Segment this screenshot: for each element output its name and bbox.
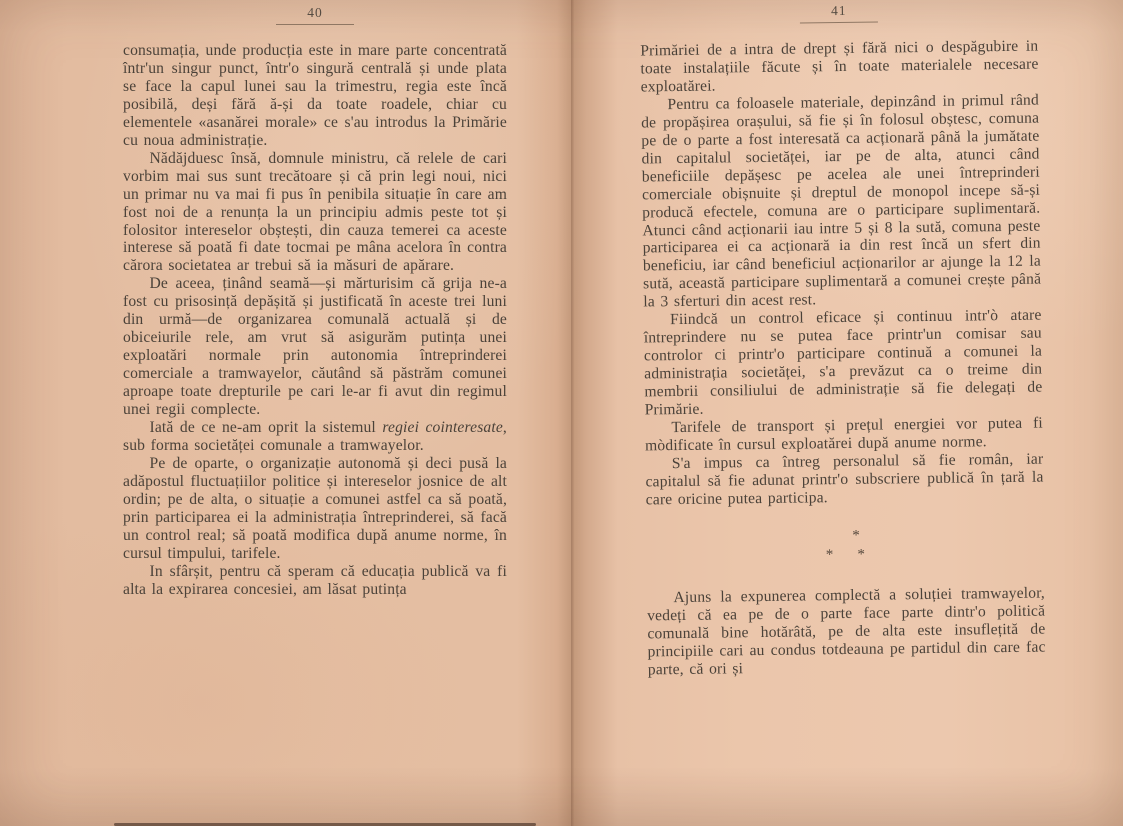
page-41 — [640, 2, 1046, 679]
paragraph-primariei: Primăriei de a intra de drept și fără nici o despăgubire in toate instalațiile făcute și în toate materialele necesare exploatărei. — [640, 37, 1039, 96]
paragraph-regiei-post: , sub forma societăței comunale a tramwayelor. — [123, 419, 507, 454]
asterisk-top: * — [852, 527, 861, 544]
page-40-text — [123, 42, 507, 599]
asterisk-bottom-right: * — [857, 546, 866, 563]
paragraph-consumatia: consumația, unde producția este in mare parte concentrată într'un singur punct, într'o singură centrală și unde plata se face la capul lunei sau la trimestru, regia este încă posibilă, deși fără ă-și da toate roadele, chiar cu elementele «asanărei morale» ce s'au introdus la Primărie cu noua administrație. — [123, 42, 507, 149]
paragraph-nadajduesc: Nădăjduesc însă, domnule ministru, că relele de cari vorbim mai sus sunt trecătoare și că prin legi noui, nici un primar nu va mai fi pus în penibila situație în care am fost noi de a renunța la un principiu admis peste tot și folositor intereselor obștești, din cauza temerei ca aceste interese să poată fi date tocmai pe mâna acelora în contra cărora societatea ar trebui să ia măsuri de apărare. — [123, 149, 507, 275]
paragraph-sa-impus: S'a impus ca întreg personalul să fie român, iar capitalul să fie adunat printr'o subscriere publică în țară la care oricine putea participa. — [645, 450, 1044, 509]
gutter-crease — [571, 0, 574, 826]
paragraph-tarifele: Tarifele de transport și prețul energiei vor putea fi mòdificate în cursul exploatărei după anume norme. — [644, 414, 1043, 455]
page-40-header — [123, 6, 507, 25]
asterisk-row — [646, 547, 1044, 563]
paragraph-pentru-ca-foloasele: Pentru ca foloasele materiale, depinzând in primul rând de propășirea orașului, să fie și în folosul obștesc, comuna pe de o parte a fost interesată ca acționară până la jumătate din capitalul societăței, iar pe de alta, atunci când beneficiile depășesc pe acelea ale unei întreprinderi comerciale obișnuite și dreptul de monopol incepe să-și producă efectele, comuna are o participare suplimentară. Atunci când acționarii iau intre 5 și 8 la sută, comuna peste participarea ei ca acționară ia din rest încă un sfert din beneficiu, iar când beneficiul acționarilor ar ajunge la 12 la sută, această participare suplimentară a comunei crește până la 3 sferturi din acest rest. — [641, 91, 1042, 311]
page-number-left: 40 — [307, 5, 323, 20]
paragraph-fiindca: Fiindcă un control eficace și continuu intr'ò atare întreprindere nu se putea face printr'un comisar sau controlor ci printr'o participare continuă a comunei la administrația societăței, s'a prevăzut ca o treime din membrii consiliului de administrație să fie delegați de Primărie. — [643, 306, 1043, 419]
page-number-rule-left — [276, 24, 354, 25]
section-divider — [646, 528, 1044, 563]
page-40 — [123, 6, 507, 599]
paragraph-de-aceea: De aceea, ținând seamă—și mărturisim că grija ne-a fost cu prisosință depășită și justificată în aceste trei luni din urmă—de organizarea comunală actuală și de obiceiurile rele, am vrut să asigurăm putința unei exploatări normale prin autonomia întreprinderei comerciale a tramwayelor, căutând să păstrăm comunei aproape toate drepturile pe cari le-ar fi avut din regimul unei regii complecte. — [123, 275, 507, 419]
page-number-right: 41 — [830, 2, 847, 19]
paragraph-regiei-pre: Iată de ce ne-am oprit la sistemul — [149, 419, 383, 437]
paragraph-pe-de-oparte: Pe de oparte, o organizație autonomă și deci pusă la adăpostul fluctuațiilor politice și intereselor josnice de alt ordin; pe de alta, o situație a comunei astfel ca să poată, prin participarea ei la administrația întreprinderei, să facă un control real; să poată modifica după anume norme, în cursul timpului, tarifele. — [123, 454, 507, 562]
page-41-header — [640, 2, 1038, 26]
asterisk-bottom-left: * — [825, 546, 834, 563]
paragraph-in-sfarsit: In sfârșit, pentru că speram că educația publică va fi alta la expirarea concesiei, am lăsat putința — [123, 562, 507, 598]
page-41-text — [640, 38, 1046, 679]
paragraph-ajuns: Ajuns la expunerea complectă a soluției tramwayelor, vedeți că ea pe de o parte face parte dintr'o politică comunală bine hotărâtă, pe de alta este insuflețită de principiile cari au condus totdeauna pe partidul din care fac parte, că ori și — [647, 584, 1046, 678]
paragraph-regiei-cointeresate — [123, 419, 507, 455]
page-number-rule-right — [800, 22, 878, 24]
paragraph-regiei-italic: regiei cointeresate — [382, 419, 503, 437]
